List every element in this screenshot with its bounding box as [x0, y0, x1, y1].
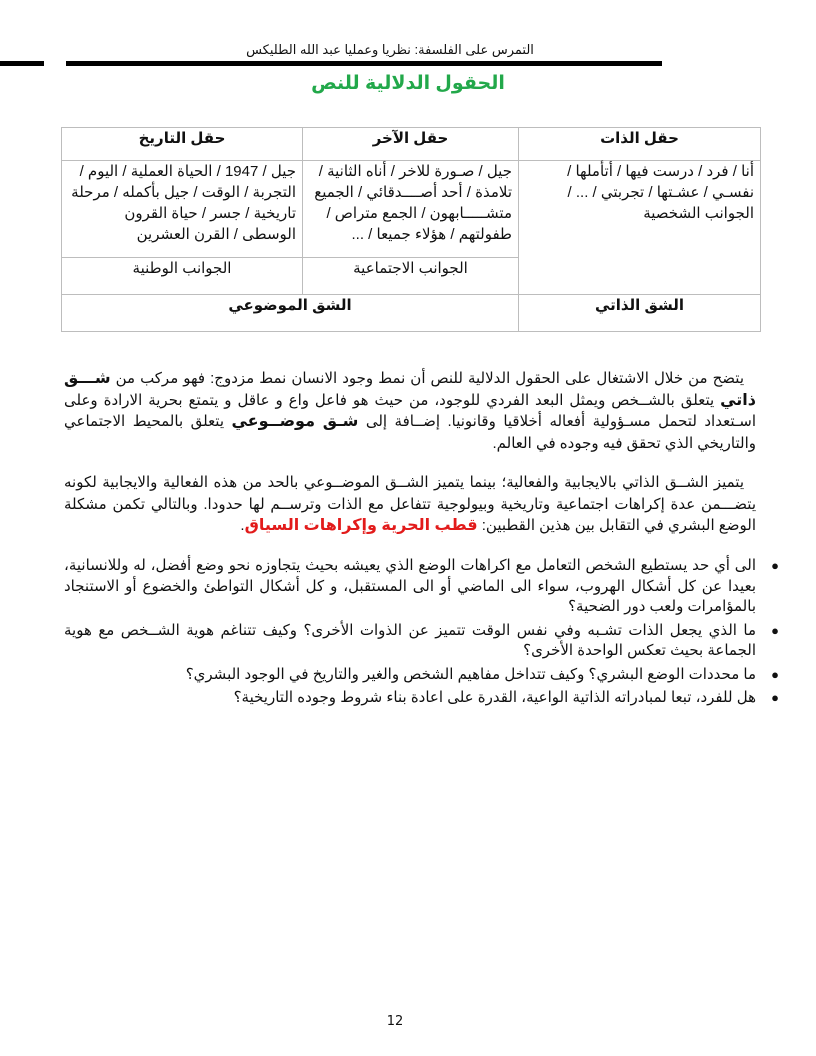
paragraph-human-condition [64, 472, 756, 537]
question-text: ما الذي يجعل الذات تشـبه وفي نفس الوقت تتميز عن الذوات الأخرى؟ وكيف تتناغم هوية الشــخص مع هوية الجماعة بحيث تعكس الواحدة الأخرى؟ [64, 621, 756, 659]
list-item [64, 556, 779, 618]
list-item [64, 621, 779, 662]
history-aspect: الجوانب الوطنية [62, 258, 303, 295]
bold-term-objective: شـق موضــوعي [231, 413, 359, 430]
paragraph-text: يتعلق بالمحيط الاجتماعي والتاريخي الذي تحقق فيه وجوده في العالم. [64, 413, 756, 452]
history-field-content: جيل / 1947 / الحياة العملية / اليوم / التجربة / الوقت / جيل بأكمله / مرحلة تاريخية / جسر / حياة القرون الوسطى / القرن العشرين [62, 161, 303, 258]
bold-term-subjective: شـــق ذاتي [64, 370, 756, 409]
objective-side: الشق الموضوعي [62, 295, 519, 332]
header-rule [66, 61, 462, 66]
paragraph-text: يتعلق بالشــخص ويمثل البعد الفردي للوجود، من حيث هو فاعل واع و عاقل و يتمتع بحرية الارادة وعلى اسـتعداد لتحمل مسـؤولية أفعاله أخلاقيا وقانونيا. إضــافة إلى [64, 391, 756, 430]
subjective-side: الشق الذاتي [519, 295, 761, 332]
question-list [64, 556, 784, 712]
bullet-icon: ● [771, 622, 779, 638]
paragraph-end: . [240, 517, 245, 534]
question-text: الى أي حد يستطيع الشخص التعامل مع اكراهات الوضع الذي يعيشه بحيث يتجاوزه نحو وضع أفضل، له وللانسانية، بعيدا عن كل أشكال الهروب، سواء الى الماضي أو الى المستقبل، و كل أشكال التواطئ والخضوع أو الاستنجاد بالمؤامرات ولعب دور الضحية؟ [64, 557, 756, 615]
header-rule-right [462, 61, 662, 66]
paragraph-duality [64, 368, 756, 454]
bullet-icon: ● [771, 690, 779, 705]
other-field-content: جيل / صـورة للاخر / أناه الثانية / تلامذة / أحد أصــــدقائي / الجميع متشـــــابهون / الجمع متراص / طفولتهم / هؤلاء جميعا / ... [303, 161, 519, 258]
header-other-field: حقل الآخر [303, 128, 519, 161]
header-rule-left [0, 61, 44, 66]
header-history-field: حقل التاريخ [62, 128, 303, 161]
paragraph-text: يتضح من خلال الاشتغال على الحقول الدلالية للنص أن نمط وجود الانسان نمط مزدوج: فهو مركب من [110, 370, 744, 387]
table-footer-row [62, 295, 761, 332]
question-text: هل للفرد، تبعا لمبادراته الذاتية الواعية، القدرة على اعادة بناء شروط وجوده التاريخية؟ [233, 689, 756, 706]
paragraph-text: يتميز الشــق الذاتي بالايجابية والفعالية؛ بينما يتميز الشــق الموضــوعي بالحد من هذه الفعالية والايجابية لكونه يتضـــمن عدة إكراهات اجتماعية وتاريخية وبيولوجية تتفاعل مع الذات وترســم لها حدودا. وبالتالي تكمن مشكلة الوضع البشري في التقابل بين هذين القطبين: [64, 474, 756, 534]
page-title: الحقول الدلالية للنص [311, 73, 505, 94]
list-item [64, 665, 779, 686]
question-text: ما محددات الوضع البشري؟ وكيف تتداخل مفاهيم الشخص والغير والتاريخ في الوجود البشري؟ [185, 665, 756, 683]
bullet-icon: ● [771, 558, 779, 573]
semantic-fields-table [61, 127, 761, 332]
running-header: التمرس على الفلسفة: نظريا وعمليا عبد الله الطليكس [246, 42, 534, 57]
table-content-row [62, 161, 761, 258]
table-header-row [62, 128, 761, 161]
header-self-field: حقل الذات [519, 128, 761, 161]
other-aspect: الجوانب الاجتماعية [303, 258, 519, 295]
page-number: 12 [386, 1014, 404, 1029]
bullet-icon: ● [771, 666, 779, 682]
highlighted-phrase: قطب الحرية وإكراهات السياق [244, 517, 478, 534]
list-item [64, 688, 779, 709]
self-field-content: أنا / فرد / درست فيها / أتأملها / نفسـي / عشـتها / تجربتي / ... / الجوانب الشخصية [519, 161, 761, 295]
